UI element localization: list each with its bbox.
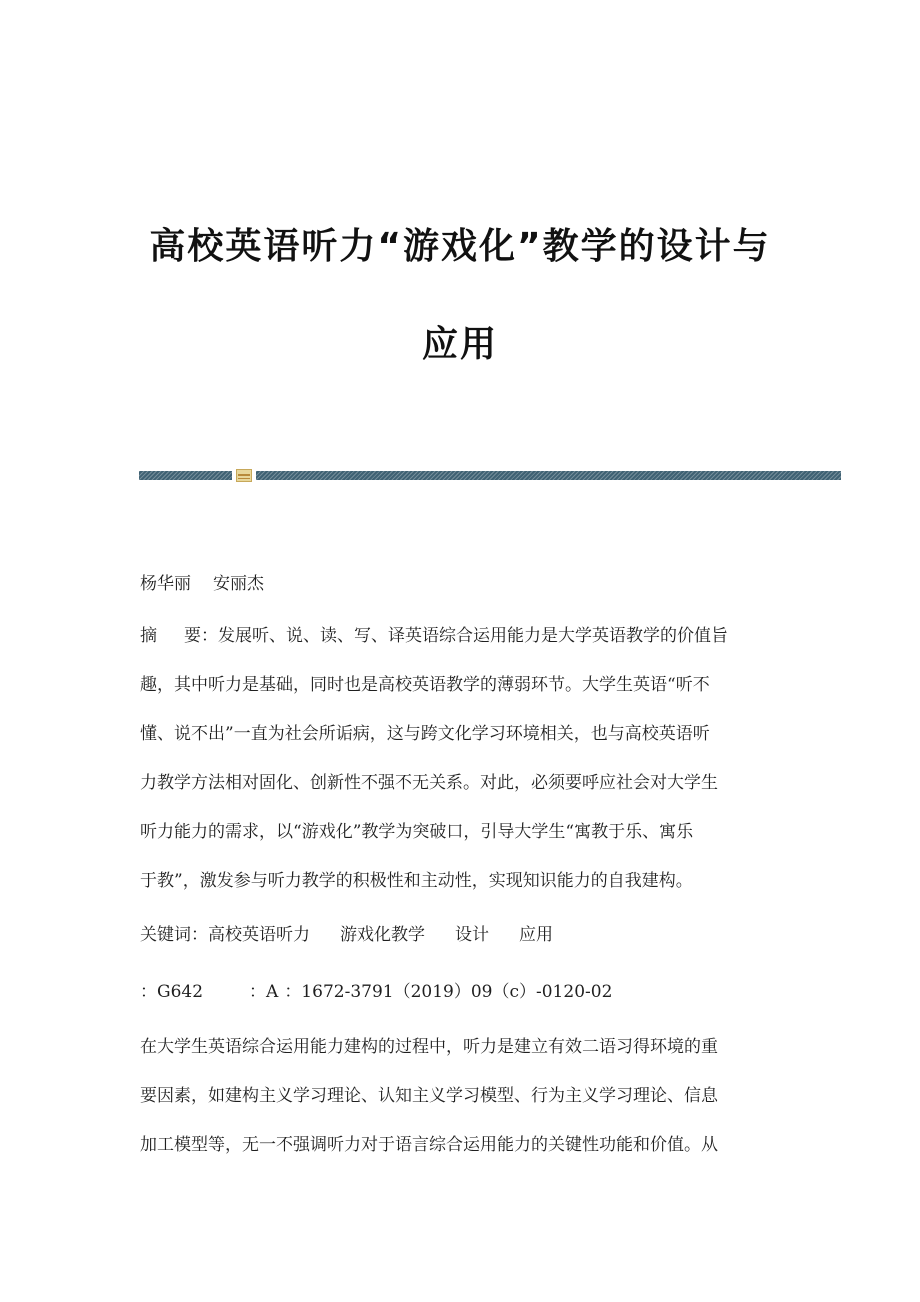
divider-ornament-icon bbox=[236, 469, 252, 482]
title-divider-left bbox=[139, 471, 232, 480]
abstract-line: 趣，其中听力是基础，同时也是高校英语教学的薄弱环节。大学生英语“听不 bbox=[140, 675, 710, 695]
keywords-label: 关键词： bbox=[140, 925, 208, 945]
abstract-label: 要： bbox=[184, 626, 218, 646]
author-line bbox=[140, 569, 790, 594]
keywords-line bbox=[140, 920, 790, 945]
keyword: 设计 bbox=[455, 925, 489, 945]
classification-line bbox=[140, 977, 790, 1002]
body-text-line: 在大学生英语综合运用能力建构的过程中，听力是建立有效二语习得环境的重 bbox=[140, 1037, 718, 1057]
document-title-line-2: 应用 bbox=[421, 324, 498, 365]
article-id: ：1672-3791（2019）09（c）-0120-02 bbox=[284, 982, 613, 1002]
author-name: 杨华丽 bbox=[140, 574, 191, 594]
document-code: ：A bbox=[249, 982, 279, 1002]
keyword: 游戏化教学 bbox=[340, 925, 425, 945]
body-text-line: 要因素，如建构主义学习理论、认知主义学习模型、行为主义学习理论、信息 bbox=[140, 1086, 718, 1106]
abstract-line bbox=[140, 624, 790, 648]
title-divider-right bbox=[256, 471, 841, 480]
keyword: 应用 bbox=[519, 925, 553, 945]
abstract-label: 摘 bbox=[140, 626, 157, 646]
keyword: 高校英语听力 bbox=[208, 925, 310, 945]
clc-number: ：G642 bbox=[140, 982, 204, 1002]
author-name: 安丽杰 bbox=[213, 574, 264, 594]
abstract-line: 于教”，激发参与听力教学的积极性和主动性，实现知识能力的自我建构。 bbox=[140, 871, 693, 891]
abstract-text: 发展听、说、读、写、译英语综合运用能力是大学英语教学的价值旨 bbox=[218, 626, 728, 646]
document-title-line-1: 高校英语听力“游戏化”教学的设计与 bbox=[149, 226, 771, 267]
abstract-line: 懂、说不出”一直为社会所诟病，这与跨文化学习环境相关，也与高校英语听 bbox=[140, 724, 710, 744]
abstract-line: 力教学方法相对固化、创新性不强不无关系。对此，必须要呼应社会对大学生 bbox=[140, 773, 718, 793]
abstract-line: 听力能力的需求，以“游戏化”教学为突破口，引导大学生“寓教于乐、寓乐 bbox=[140, 822, 694, 842]
body-text-line: 加工模型等，无一不强调听力对于语言综合运用能力的关键性功能和价值。从 bbox=[140, 1135, 718, 1155]
